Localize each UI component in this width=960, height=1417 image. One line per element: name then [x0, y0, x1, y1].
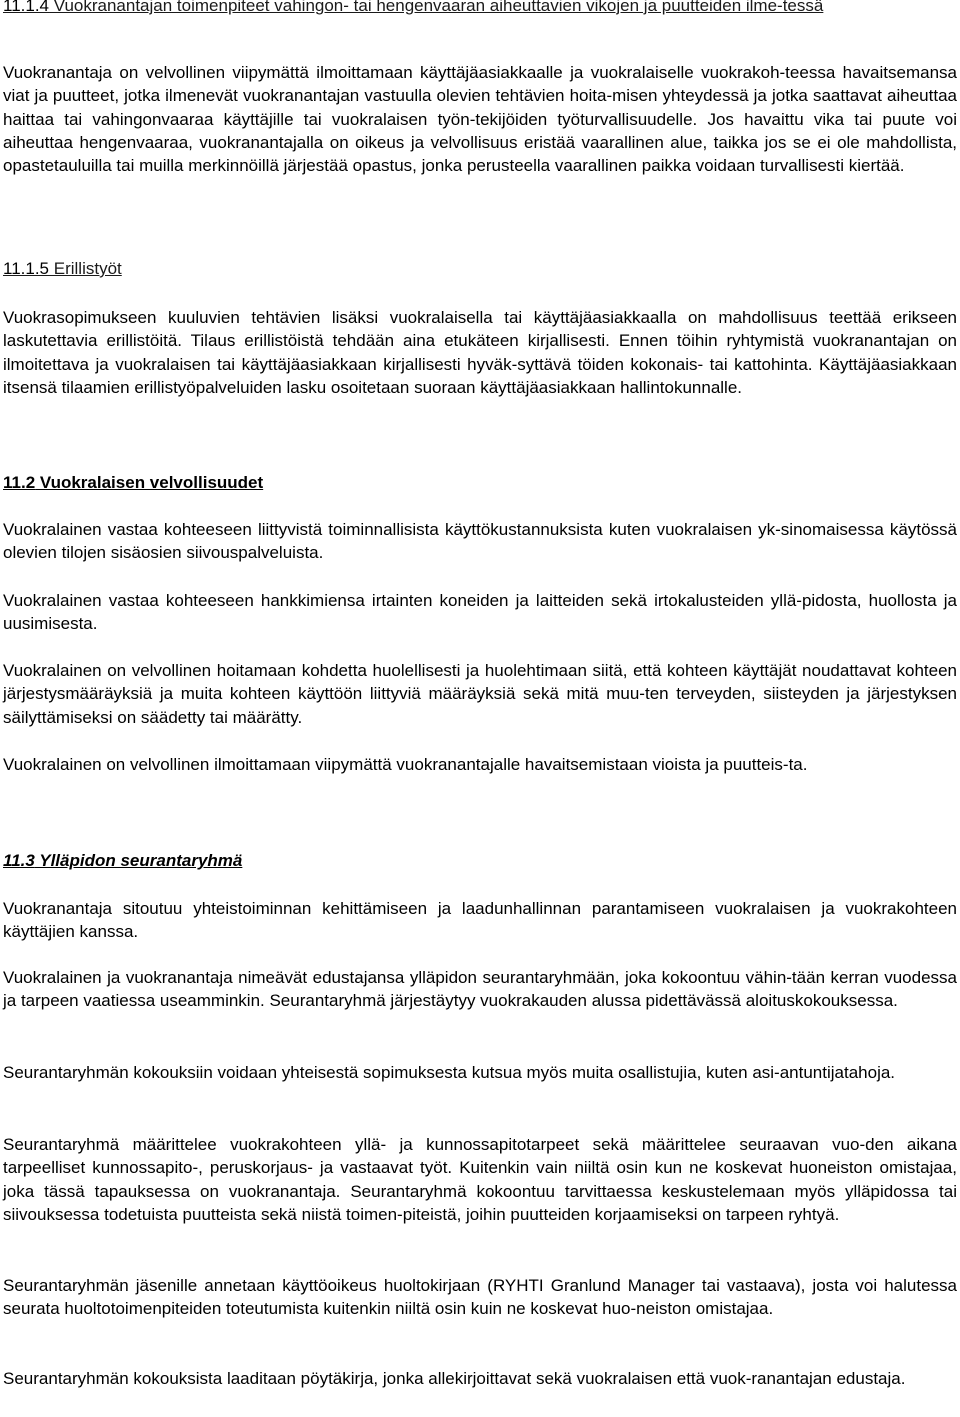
section-title: Vuokralaisen velvollisuudet — [35, 473, 264, 492]
section-title: Ylläpidon seurantaryhmä — [34, 851, 243, 870]
section-heading-11-1-4 — [3, 0, 957, 17]
paragraph-11-3-4: Seurantaryhmä määrittelee vuokrakohteen yllä- ja kunnossapitotarpeet sekä määrittelee seuraavan vuo-den aikana tarpeelliset kunnossapito-, peruskorjaus- ja vastaavat työt. Kuitenkin vain niiltä osin kun ne koskevat huoneiston omistajaa, joka tässä tapauksessa on vuokranantaja. Seurantaryhmä kokoontuu tarvittaessa keskustelemaan myös ylläpidossa tai siivouksessa todetuista puutteista sekä niistä toimen-piteistä, joihin puutteiden korjaamiseksi on tarpeen ryhtyä. — [3, 1135, 957, 1224]
paragraph-11-3-6: Seurantaryhmän kokouksista laaditaan pöytäkirja, jonka allekirjoittavat sekä vuokralaisen että vuok-ranantajan edustaja. — [3, 1369, 906, 1388]
section-title: Vuokranantajan toimenpiteet vahingon- tai hengenvaaran aiheuttavien vikojen ja puutteiden ilme-tessä — [49, 0, 824, 15]
paragraph-11-3-2: Vuokralainen ja vuokranantaja nimeävät edustajansa ylläpidon seurantaryhmään, joka kokoontuu vähin-tään kerran vuodessa ja tarpeen vaatiessa useamminkin. Seurantaryhmä järjestäytyy vuokrakauden alussa pidettävässä aloituskokouksessa. — [3, 968, 957, 1011]
paragraph-11-1-5: Vuokrasopimukseen kuuluvien tehtävien lisäksi vuokralaisella tai käyttäjäasiakkaalla on mahdollisuus teettää erikseen laskutettavia erillistöitä. Tilaus erillistöistä tehdään aina etukäteen kirjallisesti. Ennen töihin ryhtymistä vuokranantajan on ilmoitettava ja vuokralaisen tai käyttäjäasiakkaan kirjallisesti hyväk-syttävä töiden kokonais- tai kattohinta. Käyttäjäasiakkaan itsensä tilaamien erillistyöpalveluiden lasku osoitetaan suoraan käyttäjäasiakkaan hallintokunnalle. — [3, 308, 957, 397]
section-number: 11.2 — [3, 473, 36, 492]
section-number: 11.1.4 — [3, 0, 50, 15]
paragraph-11-2-3: Vuokralainen on velvollinen hoitamaan kohdetta huolellisesti ja huolehtimaan siitä, että kohteen käyttäjät noudattavat kohteen järjestysmääräyksiä ja muita kohteen käyttöön liittyviä määräyksiä sekä mitä muu-ten terveyden, siisteyden ja järjestyksen säilyttämiseksi on säädetty tai määrätty. — [3, 661, 957, 727]
section-title: Erillistyöt — [49, 259, 122, 278]
section-number: 11.1.5 — [3, 259, 50, 278]
paragraph-11-3-5: Seurantaryhmän jäsenille annetaan käyttöoikeus huoltokirjaan (RYHTI Granlund Manager tai vastaava), josta voi halutessa seurata huoltotoimenpiteiden toteutumista kuitenkin niiltä osin kuin ne koskevat huo-neiston omistajaa. — [3, 1276, 957, 1319]
paragraph-11-2-4: Vuokralainen on velvollinen ilmoittamaan viipymättä vuokranantajalle havaitsemistaan vioista ja puutteis-ta. — [3, 755, 808, 774]
section-heading-11-3 — [3, 849, 957, 872]
paragraph-11-3-1: Vuokranantaja sitoutuu yhteistoiminnan kehittämiseen ja laadunhallinnan parantamiseen vuokralaisen ja vuokrakohteen käyttäjien kanssa. — [3, 899, 957, 942]
paragraph-11-2-2: Vuokralainen vastaa kohteeseen hankkimiensa irtainten koneiden ja laitteiden sekä irtokalusteiden yllä-pidosta, huollosta ja uusimisesta. — [3, 591, 957, 634]
section-heading-11-2 — [3, 471, 957, 494]
paragraph-11-3-3: Seurantaryhmän kokouksiin voidaan yhteisestä sopimuksesta kutsua myös muita osallistujia, kuten asi-antuntijatahoja. — [3, 1063, 896, 1082]
section-number: 11.3 — [3, 851, 35, 870]
paragraph-11-2-1: Vuokralainen vastaa kohteeseen liittyvistä toiminnallisista käyttökustannuksista kuten vuokralaisen yk-sinomaisessa käytössä olevien tilojen sisäosien siivouspalveluista. — [3, 520, 957, 563]
section-heading-11-1-5 — [3, 257, 957, 280]
paragraph-11-1-4: Vuokranantaja on velvollinen viipymättä ilmoittamaan käyttäjäasiakkaalle ja vuokralaiselle vuokrakoh-teessa havaitsemansa viat ja puutteet, jotka ilmenevät vuokranantajan vastuulla olevien tehtävien hoita-misen yhteydessä ja jotka saattavat aiheuttaa haittaa tai vahingonvaaraa käyttäjille tai vuokralaisen työn-tekijöiden työturvallisuudelle. Jos havaittu vika tai puute voi aiheuttaa hengenvaaraa, vuokranantajalla on oikeus ja velvollisuus eristää vaarallinen alue, taikka jos se ei ole mahdollista, opastetauluilla tai muilla merkinnöillä järjestää opastus, jonka perusteella vaarallinen paikka voidaan turvallisesti kiertää. — [3, 63, 957, 176]
